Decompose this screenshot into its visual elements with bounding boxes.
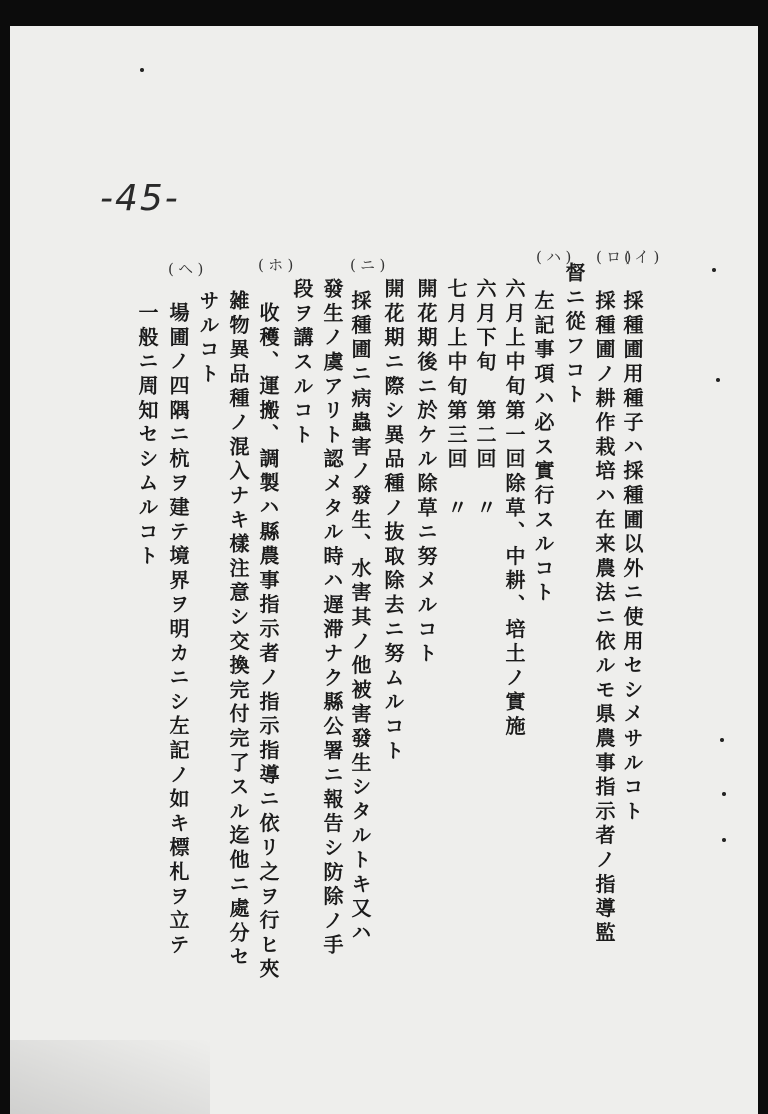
- text-column-9: 開花期ニ際シ異品種ノ抜取除去ニ努ムルコト: [381, 278, 405, 764]
- ink-speck: [720, 738, 724, 742]
- text-column-7: 七月上中旬第三回 〃: [444, 278, 468, 521]
- ink-speck: [716, 378, 720, 382]
- text-column-16: 場圃ノ四隅ニ杭ヲ建テ境界ヲ明カニシ左記ノ如キ標札ヲ立テ: [166, 302, 190, 959]
- text-column-1: 採種圃用種子ハ採種圃以外ニ使用セシメサルコト: [620, 290, 644, 825]
- ink-speck: [722, 838, 726, 842]
- text-column-17: 一般ニ周知セシムルコト: [135, 302, 159, 570]
- text-column-4: 左記事項ハ必ス實行スルコト: [531, 290, 555, 606]
- page-number: -45-: [100, 178, 180, 219]
- scan-shadow: [10, 1040, 210, 1114]
- text-column-10: 採種圃ニ病蟲害ノ發生、水害其ノ他被害發生シタルトキ又ハ: [348, 290, 372, 947]
- marker-i: (イ): [624, 248, 664, 266]
- text-column-2: 採種圃ノ耕作栽培ハ在来農法ニ依ルモ県農事指示者ノ指導監: [592, 290, 616, 947]
- marker-ho: (ホ): [258, 256, 298, 274]
- marker-he: (ヘ): [168, 260, 208, 278]
- text-column-13: 收穫、運搬、調製ハ縣農事指示者ノ指示指導ニ依リ之ヲ行ヒ夾: [256, 302, 280, 983]
- ink-speck: [712, 268, 716, 272]
- marker-ni: (ニ): [350, 256, 390, 274]
- marker-ro: (ロ): [596, 248, 636, 266]
- marker-ha: (ハ): [536, 248, 576, 266]
- text-column-11: 發生ノ虞アリト認メタル時ハ遅滞ナク縣公署ニ報告シ防除ノ手: [320, 278, 344, 959]
- text-column-14: 雑物異品種ノ混入ナキ樣注意シ交換完付完了スル迄他ニ處分セ: [226, 290, 250, 971]
- text-column-15: サルコト: [196, 290, 220, 388]
- text-column-5: 六月上中旬第一回除草、中耕、培土ノ實施: [502, 278, 526, 740]
- text-column-12: 段ヲ講スルコト: [290, 278, 314, 449]
- ink-speck: [722, 792, 726, 796]
- ink-speck: [140, 68, 144, 72]
- text-column-8: 開花期後ニ於ケル除草ニ努メルコト: [414, 278, 438, 667]
- text-column-6: 六月下旬 第二回 〃: [473, 278, 497, 521]
- text-column-3: 督ニ從フコト: [562, 262, 586, 408]
